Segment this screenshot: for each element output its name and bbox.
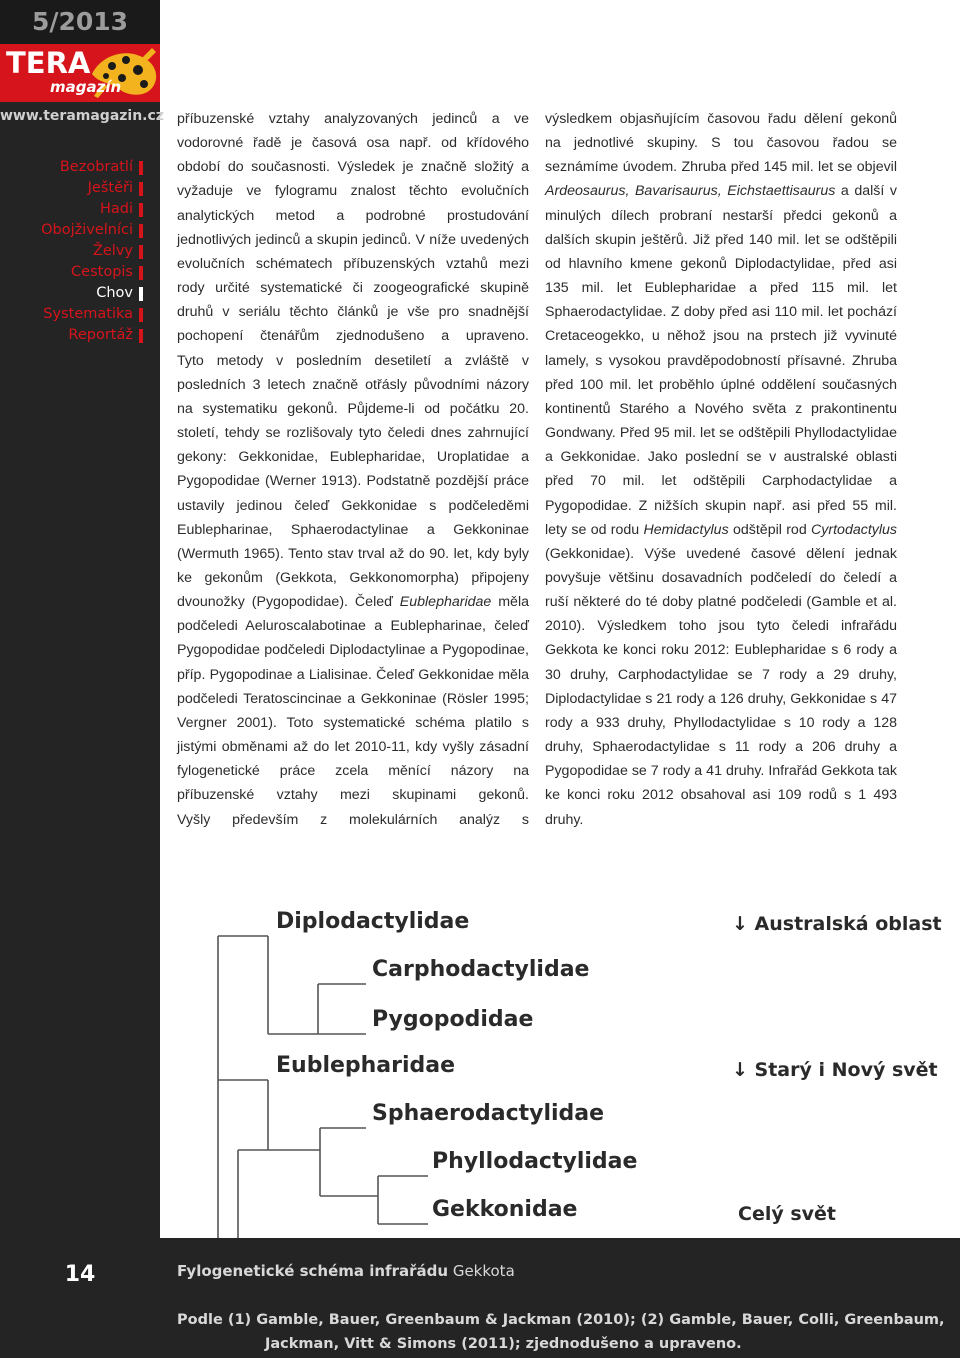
paragraph-history [177,349,529,808]
text-column-right [545,107,897,832]
timeline-italic-ancestors: Ardeosaurus, Bavarisaurus, Eichstaettisaurus [545,183,836,200]
caption-title [177,1262,515,1280]
nav-item-5[interactable] [0,262,143,283]
taxon-label: Gekkonidae [432,1197,578,1222]
section-nav [0,157,143,346]
history-italic-taxon: Eublepharidae [399,594,492,611]
timeline-italic-cyrtodactylus: Cyrtodactylus [811,521,897,538]
timeline-text-e: odštěpil rod [728,521,812,538]
nav-item-2[interactable] [0,199,143,220]
site-url-link[interactable]: www.teramagazin.cz [0,108,164,124]
nav-item-marker [139,203,143,217]
nav-item-label: Chov [96,285,133,301]
nav-item-marker [139,287,143,301]
caption-title-bold: Fylogenetické schéma infrařádu [177,1262,449,1280]
taxon-label: Pygopodidae [372,1007,534,1032]
paragraph-intro: příbuzenské vztahy analyzovaných jedinců a ve vodorovné řadě je časová osa např. od křídového období do současnosti. Výsledek je značně složitý a vyžaduje ve fylogramu znalost těchto evolučních analytických metod a podrobné prostudování jednotlivých jedinců a skupin jedinců. V níže uvedených evolučních schématech příbuzenských vztahů mezi rody určité systematické či zoogeografické skupině druhů v seriálu těchto článků je vše pro snadnější pochopení čtenářům zjednodušeno a upraveno. [177,111,529,345]
nav-item-label: Bezobratlí [59,159,133,175]
nav-item-marker [139,308,143,322]
page-number: 14 [64,1262,96,1287]
caption-title-rest: Gekkota [448,1262,515,1280]
nav-item-6[interactable] [0,283,143,304]
nav-item-label: Želvy [92,243,133,259]
paragraph-continuation: Vyšly především z molekulárních analýz s [177,811,529,828]
logo[interactable] [0,44,160,102]
sidebar [0,0,164,1358]
history-text-a: Tyto metody v posledním desetiletí a zvláště v posledních 3 letech značně otřásly původními názory na systematiku gekonů. Půjdeme-li od počátku 20. století, tehdy se rozlišovaly tyto čeledi dnes zahrnující gekony: Gekkonidae, Eublepharidae, Uroplatidae a Pygopodidae (Werner 1913). Podstatně pozdější práce ustavily jedinou čeleď Gekkonidae s podčeleděmi Eublepharinae, Sphaerodactylinae a Gekkoninae (Wermuth 1965). Tento stav trval až do 90. let, kdy byly ke gekonům (Gekkota, Gekkonomorpha) připojeny dvounožky (Pygopodidae). Čeleď [177,352,529,611]
nav-item-1[interactable] [0,178,143,199]
history-text-b: měla podčeledi Aeluroscalabotinae a Eublepharinae, čeleď Pygopodidae podčeledi Diplodactylinae a Pygopodinae, příp. Pygopodinae a Lialisinae. Čeleď Gekkonidae měla podčeledi Teratoscincinae a Gekkoninae (Rösler 1995; Vergner 2001). Toto systematické schéma platilo s jistými obměnami až do let 2010-11, kdy vyšly zásadní fylogenetické práce zcela měnící názory na příbuzenské vztahy mezi skupinami gekonů. [177,594,529,804]
nav-item-marker [139,266,143,280]
logo-subtitle: magazín [50,78,122,96]
nav-item-marker [139,182,143,196]
nav-item-label: Reportáž [68,327,133,343]
nav-item-4[interactable] [0,241,143,262]
paragraph-timeline [545,107,897,832]
nav-item-label: Obojživelníci [41,222,133,238]
issue-number: 5/2013 [0,0,160,44]
nav-item-marker [139,329,143,343]
taxon-label: Sphaerodactylidae [372,1101,605,1126]
nav-item-label: Ještěři [87,180,133,196]
region-label: ↓ Starý i Nový svět [732,1059,938,1081]
taxon-label: Diplodactylidae [276,909,470,934]
timeline-italic-hemidactylus: Hemidactylus [643,521,729,538]
timeline-text-g: (Gekkonidae). Výše uvedené časové dělení jednak povyšuje většinu dosavadních podčeledí do čeledí a ruší některé do té doby platné podčeledi (Gamble et al. 2010). Výsledkem toho jsou tyto čeledi infrařádu Gekkota ke konci roku 2012: Eublepharidae s 6 rody a 30 druhy, Carphodactylidae se 7 rody a 29 druhy, Diplodactylidae s 21 rody a 126 druhy, Gekkonidae s 47 rody a 933 druhy, Phyllodactylidae s 10 rody a 128 druhy, Sphaerodactylidae s 11 rody a 206 druhy a Pygopodidae se 7 rody a 41 druhy. Infrařád Gekkota tak ke konci roku 2012 obsahoval asi 109 rodů s 1 493 druhy. [545,545,897,828]
timeline-text-c: a další v minulých dílech probraní nestarší předci gekonů a dalších skupin ještěrů. Již před 140 mil. let se odštěpili od hlavního kmene gekonů Diplodactylidae, před asi 135 mil. let Eublepharidae a před 115 mil. let Sphaerodactylidae. Z doby před asi 110 mil. let pochází Cretaceogekko, u něhož jsou na prstech již vyvinuté lamely, s vysokou pravděpodobností přísavné. Zhruba před 100 mil. let proběhlo úplné oddělení současných kontinentů Starého a Nového světa z prakontinentu Gondwany. Před 95 mil. let se odštěpili Phyllodactylidae a Gekkonidae. Jako poslední se v australské oblasti před 70 mil. let odštěpili Carphodactylidae a Pygopodidae. Z nižších skupin např. asi před 55 mil. lety se od rodu [545,183,897,538]
figure-caption [160,1238,960,1358]
nav-item-7[interactable] [0,304,143,325]
nav-item-3[interactable] [0,220,143,241]
cladogram-figure [160,906,960,1238]
nav-item-0[interactable] [0,157,143,178]
caption-source [177,1308,945,1356]
taxon-label: Phyllodactylidae [432,1149,638,1174]
nav-item-marker [139,224,143,238]
taxon-label: Eublepharidae [276,1053,456,1078]
taxon-label: Carphodactylidae [372,957,590,982]
caption-source-line2: Jackman, Vitt & Simons (2011); zjednodušeno a upraveno. [265,1336,742,1352]
nav-item-label: Systematika [43,306,133,322]
region-label: ↓ Australská oblast [732,913,942,935]
nav-item-marker [139,245,143,259]
nav-item-label: Hadi [99,201,133,217]
nav-item-8[interactable] [0,325,143,346]
caption-source-line1: Podle (1) Gamble, Bauer, Greenbaum & Jackman (2010); (2) Gamble, Bauer, Colli, Greenbaum, [177,1312,945,1328]
timeline-text-a: výsledkem objasňujícím časovou řadu dělení gekonů na jednotlivé skupiny. S tou časovou řadou se seznámíme úvodem. Zhruba před 145 mil. let se objevil [545,111,897,176]
region-label: Celý svět [738,1203,837,1225]
nav-item-marker [139,161,143,175]
nav-item-label: Cestopis [71,264,133,280]
text-column-left [177,107,529,832]
logo-title: TERA [6,46,91,80]
